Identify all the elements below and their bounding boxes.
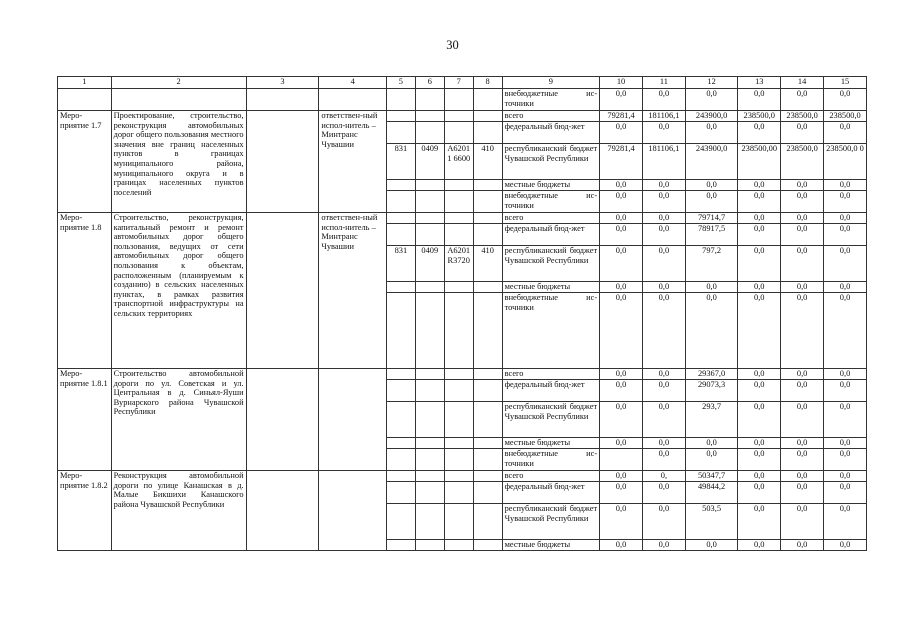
value-cell: 293,7: [685, 402, 738, 438]
value-cell: 0,0: [824, 482, 867, 504]
measure-name: Строительство автомобильной дороги по ул. Советская и ул. Центральная в д. Синьял-Яуши Вурнарского района Чувашской Республики: [111, 369, 246, 471]
value-cell: 0,0: [738, 293, 781, 369]
empty-cell: [415, 282, 444, 293]
column-header: 5: [386, 77, 415, 89]
empty-cell: [444, 282, 473, 293]
value-cell: 0,0: [824, 282, 867, 293]
value-cell: 0,0: [738, 438, 781, 449]
empty-cell: [415, 380, 444, 402]
value-cell: 0,0: [685, 89, 738, 111]
table-row: [58, 89, 867, 111]
empty-cell: [386, 540, 415, 551]
measure-code: Меро-приятие 1.8: [58, 213, 112, 369]
value-cell: 0,0: [824, 246, 867, 282]
value-cell: 0,0: [824, 471, 867, 482]
empty-cell: [444, 122, 473, 144]
value-cell: 50347,7: [685, 471, 738, 482]
empty-cell: [415, 224, 444, 246]
value-cell: 0,0: [600, 471, 643, 482]
empty-cell: [415, 438, 444, 449]
column-header: 6: [415, 77, 444, 89]
value-cell: 238500,0: [781, 144, 824, 180]
value-cell: 0,0: [685, 191, 738, 213]
empty-cell: [386, 180, 415, 191]
empty-cell: [444, 111, 473, 122]
value-cell: 181106,1: [642, 111, 685, 122]
column-header: 11: [642, 77, 685, 89]
value-cell: 0,0: [642, 89, 685, 111]
value-cell: 0,0: [824, 224, 867, 246]
target-item-code: [444, 504, 473, 540]
empty-cell: [386, 449, 415, 471]
value-cell: 0,0: [642, 213, 685, 224]
value-cell: 0,0: [824, 213, 867, 224]
grbs-code: 831: [386, 144, 415, 180]
section-code: [415, 402, 444, 438]
funding-source: местные бюджеты: [502, 540, 600, 551]
empty-cell: [386, 89, 415, 111]
value-cell: 0,0: [781, 293, 824, 369]
empty-cell: [444, 471, 473, 482]
value-cell: 0,0: [642, 293, 685, 369]
funding-source: федеральный бюд-жет: [502, 224, 600, 246]
value-cell: 0,0: [642, 180, 685, 191]
expense-type-code: 410: [473, 246, 502, 282]
value-cell: 0,0: [738, 282, 781, 293]
value-cell: 238500,0: [738, 111, 781, 122]
value-cell: 0,0: [738, 191, 781, 213]
column-header: 10: [600, 77, 643, 89]
value-cell: 238500,00: [738, 144, 781, 180]
value-cell: 0,0: [685, 540, 738, 551]
header-row: [58, 77, 867, 89]
empty-cell: [444, 540, 473, 551]
section-code: 0409: [415, 144, 444, 180]
empty-cell: [473, 89, 502, 111]
value-cell: 0,0: [685, 282, 738, 293]
value-cell: 0,0: [642, 224, 685, 246]
column-header: 7: [444, 77, 473, 89]
empty-cell: [473, 369, 502, 380]
empty-cell: [386, 438, 415, 449]
value-cell: 238500,0 0: [824, 144, 867, 180]
funding-source: местные бюджеты: [502, 438, 600, 449]
value-cell: 0,0: [781, 213, 824, 224]
value-cell: 0,0: [642, 504, 685, 540]
empty-cell: [415, 89, 444, 111]
empty-cell: [58, 89, 112, 111]
value-cell: 0,0: [738, 180, 781, 191]
budget-table: [57, 76, 867, 551]
value-cell: 0,0: [738, 369, 781, 380]
column-header: 2: [111, 77, 246, 89]
empty-cell: [415, 540, 444, 551]
value-cell: 0,: [642, 471, 685, 482]
value-cell: 0,0: [781, 482, 824, 504]
value-cell: 0,0: [824, 180, 867, 191]
empty-cell: [444, 438, 473, 449]
empty-cell: [473, 482, 502, 504]
value-cell: 0,0: [738, 402, 781, 438]
target-item-code: A62011 6600: [444, 144, 473, 180]
value-cell: 0,0: [642, 369, 685, 380]
empty-cell: [473, 438, 502, 449]
value-cell: 0,0: [781, 380, 824, 402]
empty-cell: [415, 449, 444, 471]
page-number: 30: [446, 38, 459, 52]
value-cell: 0,0: [781, 282, 824, 293]
empty-cell: [473, 224, 502, 246]
value-cell: 0,0: [738, 471, 781, 482]
value-cell: 0,0: [642, 246, 685, 282]
table-row: [58, 111, 867, 122]
value-cell: 0,0: [642, 438, 685, 449]
value-cell: 0,0: [781, 449, 824, 471]
empty-cell: [386, 380, 415, 402]
empty-cell: [246, 369, 319, 471]
value-cell: 0,0: [600, 282, 643, 293]
funding-source: всего: [502, 213, 600, 224]
executor: ответствен-ный испол-нитель – Минтранс Чувашии: [319, 213, 387, 369]
empty-cell: [444, 89, 473, 111]
empty-cell: [444, 213, 473, 224]
value-cell: 238500,0: [824, 111, 867, 122]
funding-source: внебюджетные ис-точники: [502, 191, 600, 213]
measure-code: Меро-приятие 1.8.2: [58, 471, 112, 551]
value-cell: 0,0: [600, 482, 643, 504]
value-cell: 0,0: [781, 471, 824, 482]
empty-cell: [473, 180, 502, 191]
value-cell: 0,0: [600, 246, 643, 282]
empty-cell: [473, 191, 502, 213]
empty-cell: [473, 122, 502, 144]
empty-cell: [386, 471, 415, 482]
empty-cell: [386, 224, 415, 246]
value-cell: 0,0: [642, 282, 685, 293]
value-cell: 0,0: [824, 504, 867, 540]
grbs-code: 831: [386, 246, 415, 282]
funding-source: местные бюджеты: [502, 180, 600, 191]
value-cell: 0,0: [738, 504, 781, 540]
empty-cell: [415, 471, 444, 482]
value-cell: 0,0: [824, 122, 867, 144]
column-header: 3: [246, 77, 319, 89]
value-cell: 0,0: [738, 246, 781, 282]
measure-code: Меро-приятие 1.7: [58, 111, 112, 213]
value-cell: 0,0: [781, 89, 824, 111]
value-cell: 0,0: [685, 449, 738, 471]
measure-name: Реконструкция автомобильной дороги по улице Канашская в д. Малые Бикшихи Канашского района Чувашской Республики: [111, 471, 246, 551]
table-row: [58, 369, 867, 380]
value-cell: 0,0: [824, 449, 867, 471]
funding-source: республиканский бюджет Чувашской Республики: [502, 504, 600, 540]
empty-cell: [473, 111, 502, 122]
funding-source: всего: [502, 111, 600, 122]
empty-cell: [386, 293, 415, 369]
value-cell: 79281,4: [600, 111, 643, 122]
empty-cell: [111, 89, 246, 111]
funding-source: внебюджетные ис-точники: [502, 449, 600, 471]
grbs-code: [386, 402, 415, 438]
value-cell: 0,0: [600, 180, 643, 191]
value-cell: 0,0: [824, 380, 867, 402]
value-cell: 0,0: [600, 191, 643, 213]
value-cell: 0,0: [738, 89, 781, 111]
empty-cell: [386, 482, 415, 504]
executor: [319, 471, 387, 551]
expense-type-code: 410: [473, 144, 502, 180]
empty-cell: [386, 111, 415, 122]
table-row: [58, 471, 867, 482]
empty-cell: [319, 89, 387, 111]
value-cell: 0,0: [781, 402, 824, 438]
value-cell: 0,0: [824, 369, 867, 380]
value-cell: 79714,7: [685, 213, 738, 224]
empty-cell: [473, 380, 502, 402]
empty-cell: [246, 111, 319, 213]
value-cell: 0,0: [600, 438, 643, 449]
empty-cell: [473, 213, 502, 224]
empty-cell: [444, 293, 473, 369]
column-header: 8: [473, 77, 502, 89]
value-cell: 181106,1: [642, 144, 685, 180]
measure-name: Проектирование, строительство, реконструкция автомобильных дорог общего пользования местного значения вне границ населенных пунктов в границах муниципального района, муниципального округа и в границах населенных пунктов поселений: [111, 111, 246, 213]
empty-cell: [415, 111, 444, 122]
empty-cell: [444, 482, 473, 504]
empty-cell: [415, 122, 444, 144]
value-cell: 0,0: [824, 540, 867, 551]
value-cell: 0,0: [824, 191, 867, 213]
value-cell: 0,0: [685, 180, 738, 191]
empty-cell: [444, 449, 473, 471]
value-cell: 0,0: [738, 213, 781, 224]
funding-source: республиканский бюджет Чувашской Республики: [502, 402, 600, 438]
expense-type-code: [473, 402, 502, 438]
funding-source: республиканский бюджет Чувашской Республики: [502, 246, 600, 282]
empty-cell: [415, 293, 444, 369]
value-cell: 0,0: [600, 540, 643, 551]
section-code: [415, 504, 444, 540]
empty-cell: [473, 471, 502, 482]
value-cell: 0,0: [642, 449, 685, 471]
empty-cell: [386, 122, 415, 144]
value-cell: 238500,0: [781, 111, 824, 122]
empty-cell: [444, 180, 473, 191]
value-cell: 0,0: [642, 122, 685, 144]
funding-source: республиканский бюджет Чувашской Республики: [502, 144, 600, 180]
value-cell: 0,0: [781, 504, 824, 540]
expense-type-code: [473, 504, 502, 540]
value-cell: 0,0: [642, 482, 685, 504]
column-header: 13: [738, 77, 781, 89]
value-cell: 503,5: [685, 504, 738, 540]
value-cell: 243900,0: [685, 144, 738, 180]
value-cell: 0,0: [738, 224, 781, 246]
value-cell: 29367,0: [685, 369, 738, 380]
funding-source: федеральный бюд-жет: [502, 482, 600, 504]
value-cell: 0,0: [781, 122, 824, 144]
empty-cell: [415, 191, 444, 213]
empty-cell: [444, 380, 473, 402]
column-header: 15: [824, 77, 867, 89]
funding-source: всего: [502, 369, 600, 380]
empty-cell: [386, 191, 415, 213]
column-header: 12: [685, 77, 738, 89]
executor: [319, 369, 387, 471]
value-cell: 0,0: [685, 293, 738, 369]
executor: ответствен-ный испол-нитель – Минтранс Чувашии: [319, 111, 387, 213]
empty-cell: [386, 369, 415, 380]
value-cell: 0,0: [738, 122, 781, 144]
grbs-code: [386, 504, 415, 540]
value-cell: 797,2: [685, 246, 738, 282]
value-cell: 0,0: [642, 540, 685, 551]
empty-cell: [415, 369, 444, 380]
value-cell: 0,0: [600, 402, 643, 438]
value-cell: 0,0: [642, 402, 685, 438]
value-cell: 29073,3: [685, 380, 738, 402]
value-cell: 0,0: [738, 540, 781, 551]
empty-cell: [473, 540, 502, 551]
column-header: 4: [319, 77, 387, 89]
empty-cell: [473, 449, 502, 471]
empty-cell: [246, 471, 319, 551]
empty-cell: [386, 213, 415, 224]
funding-source: местные бюджеты: [502, 282, 600, 293]
section-code: 0409: [415, 246, 444, 282]
funding-source: внебюджетные ис-точники: [502, 89, 600, 111]
value-cell: 243900,0: [685, 111, 738, 122]
value-cell: 0,0: [824, 402, 867, 438]
value-cell: 0,0: [600, 89, 643, 111]
target-item-code: [444, 402, 473, 438]
value-cell: 0,0: [600, 369, 643, 380]
value-cell: 0,0: [781, 540, 824, 551]
table-row: [58, 213, 867, 224]
value-cell: 0,0: [738, 482, 781, 504]
value-cell: 0,0: [600, 293, 643, 369]
value-cell: 0,0: [824, 438, 867, 449]
funding-source: федеральный бюд-жет: [502, 380, 600, 402]
value-cell: 0,0: [738, 380, 781, 402]
value-cell: 78917,5: [685, 224, 738, 246]
value-cell: 0,0: [600, 504, 643, 540]
value-cell: 0,0: [685, 122, 738, 144]
value-cell: [600, 449, 643, 471]
value-cell: 0,0: [685, 438, 738, 449]
column-header: 9: [502, 77, 600, 89]
value-cell: 0,0: [600, 213, 643, 224]
value-cell: 0,0: [600, 380, 643, 402]
value-cell: 0,0: [738, 449, 781, 471]
value-cell: 0,0: [824, 293, 867, 369]
empty-cell: [444, 224, 473, 246]
value-cell: 0,0: [781, 224, 824, 246]
value-cell: 0,0: [781, 246, 824, 282]
value-cell: 0,0: [642, 380, 685, 402]
value-cell: 0,0: [600, 122, 643, 144]
empty-cell: [444, 191, 473, 213]
value-cell: 0,0: [642, 191, 685, 213]
funding-source: всего: [502, 471, 600, 482]
empty-cell: [415, 213, 444, 224]
empty-cell: [415, 180, 444, 191]
measure-name: Строительство, реконструкция, капитальный ремонт и ремонт автомобильных дорог общего пользования, ведущих от сети автомобильных дорог общего пользования к объектам, расположенным (планируемым к созданию) в сельских населенных пунктах, в рамках развития транспортной инфраструктуры на сельских территориях: [111, 213, 246, 369]
empty-cell: [386, 282, 415, 293]
empty-cell: [246, 213, 319, 369]
empty-cell: [473, 282, 502, 293]
column-header: 14: [781, 77, 824, 89]
value-cell: 0,0: [781, 438, 824, 449]
funding-source: федеральный бюд-жет: [502, 122, 600, 144]
value-cell: 0,0: [781, 369, 824, 380]
value-cell: 0,0: [824, 89, 867, 111]
value-cell: 0,0: [781, 191, 824, 213]
measure-code: Меро-приятие 1.8.1: [58, 369, 112, 471]
target-item-code: A6201 R3720: [444, 246, 473, 282]
value-cell: 0,0: [600, 224, 643, 246]
value-cell: 79281,4: [600, 144, 643, 180]
funding-source: внебюджетные ис-точники: [502, 293, 600, 369]
empty-cell: [415, 482, 444, 504]
empty-cell: [473, 293, 502, 369]
empty-cell: [246, 89, 319, 111]
empty-cell: [444, 369, 473, 380]
column-header: 1: [58, 77, 112, 89]
value-cell: 0,0: [781, 180, 824, 191]
value-cell: 49844,2: [685, 482, 738, 504]
